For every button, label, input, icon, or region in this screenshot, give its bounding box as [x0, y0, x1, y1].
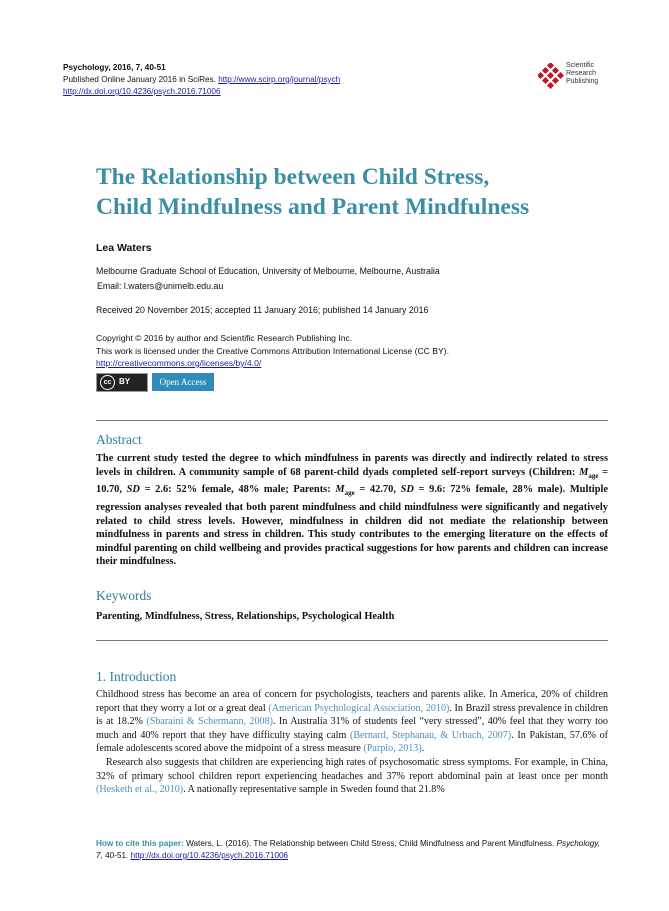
citation[interactable]: (American Psychological Association, 2010) [268, 702, 450, 714]
keywords-heading: Keywords [96, 588, 152, 603]
logo-text: Scientific Research Publishing [566, 62, 599, 85]
abstract-heading: Abstract [96, 432, 142, 447]
keywords-list: Parenting, Mindfulness, Stress, Relationships, Psychological Health [96, 611, 395, 622]
copyright-notice: Copyright © 2016 by author and Scientific Research Publishing Inc. This work is licensed under the Creative Commons Attribution International License (CC BY). http://creativecommons.org/licenses/by/4.0/ [96, 333, 449, 368]
license-link[interactable]: http://creativecommons.org/licenses/by/4.0/ [96, 358, 262, 368]
journal-info [63, 62, 483, 98]
scientific-research-publishing-logo [538, 61, 618, 97]
cc-icon: cc [100, 375, 115, 390]
by-label: BY [119, 377, 131, 386]
logo-diamond-icon [538, 63, 564, 91]
intro-paragraph-1: Childhood stress has become an area of concern for psychologists, teachers and parents alike. In America, 20% of children report that they worry a lot or a great deal (American Psychological Association, 2010). In Brazil stress prevalence in children is at 18.2% (Sbaraini & Schermann, 2008). In Australia 31% of students feel “very stressed”, 40% feel that they worry too much and 40% report that they have difficulty staying calm (Bernard, Stephanau, & Urbach, 2007). In Pakistan, 57.6% of female adolescents scored above the midpoint of a stress measure (Parpio, 2013). [96, 689, 609, 755]
open-access-badge[interactable]: Open Access [152, 373, 214, 391]
abstract-text: The current study tested the degree to which mindfulness in parents was directly and indirectly related to stress levels in children. A community sample of 68 parent-child dyads completed self-report surveys (Children: $M_{age} = 10.70$, SD = 2.6: 52% female, 48% male; Parents: $M_{age} = 42.70$, SD = 9.6: 72% female, 28% male). Multiple regression analyses revealed that both parent mindfulness and child mindfulness were significantly and negatively related to child stress levels. However, mindfulness in children did not mediate the relationship between mindfulness in parents and stress in children. This study contributes to the emerging literature on the effects of mindful parenting on child wellbeing and provides practical suggestions for how parents and children can increase their mindfulness. [96, 453, 608, 568]
intro-paragraph-2: Research also suggests that children are experiencing high rates of psychosomatic stress symptoms. For example, in China, 32% of primary school children report experiencing headaches and 37% report abdominal pain at least once per month (Hesketh et al., 2010). A nationally representative sample in Sweden found that 21.8% [96, 756, 608, 796]
citation-footer: How to cite this paper: Waters, L. (2016). The Relationship between Child Stress, Child Mindfulness and Parent Mindfulness. Psychology, 7, 40-51. http://dx.doi.org/10.4236/psych.2016.71006 [96, 839, 601, 860]
paper-title: The Relationship between Child Stress, Child Mindfulness and Parent Mindfulness [96, 164, 530, 220]
affiliation-text: Melbourne Graduate School of Education, University of Melbourne, Melbourne, Australia [96, 266, 440, 276]
citation[interactable]: (Parpio, 2013) [363, 743, 422, 755]
cc-by-badge[interactable] [96, 373, 148, 392]
introduction-body [96, 688, 608, 797]
journal-line: Psychology, 2016, 7, 40-51 [63, 63, 166, 72]
cite-label: How to cite this paper: [96, 839, 184, 848]
published-line: Published Online January 2016 in SciRes. http://www.scirp.org/journal/psych [63, 75, 341, 84]
citation[interactable]: (Bernard, Stephanau, & Urbach, 2007) [349, 729, 512, 741]
journal-url-link[interactable]: http://www.scirp.org/journal/psych [218, 75, 341, 84]
divider-bottom [96, 640, 608, 641]
citation[interactable]: (Sbaraini & Schermann, 2008) [146, 716, 273, 728]
introduction-heading: 1. Introduction [96, 669, 177, 684]
received-dates: Received 20 November 2015; accepted 11 January 2016; published 14 January 2016 [96, 305, 429, 315]
author-name: Lea Waters [96, 242, 152, 254]
divider-top [96, 420, 608, 421]
citation[interactable]: (Hesketh et al., 2010) [96, 784, 184, 796]
footer-doi-link[interactable]: http://dx.doi.org/10.4236/psych.2016.71006 [130, 851, 289, 860]
author-affiliation [96, 264, 616, 294]
doi-link[interactable]: http://dx.doi.org/10.4236/psych.2016.71006 [63, 87, 221, 96]
author-email: Email: l.waters@unimelb.edu.au [97, 281, 224, 291]
